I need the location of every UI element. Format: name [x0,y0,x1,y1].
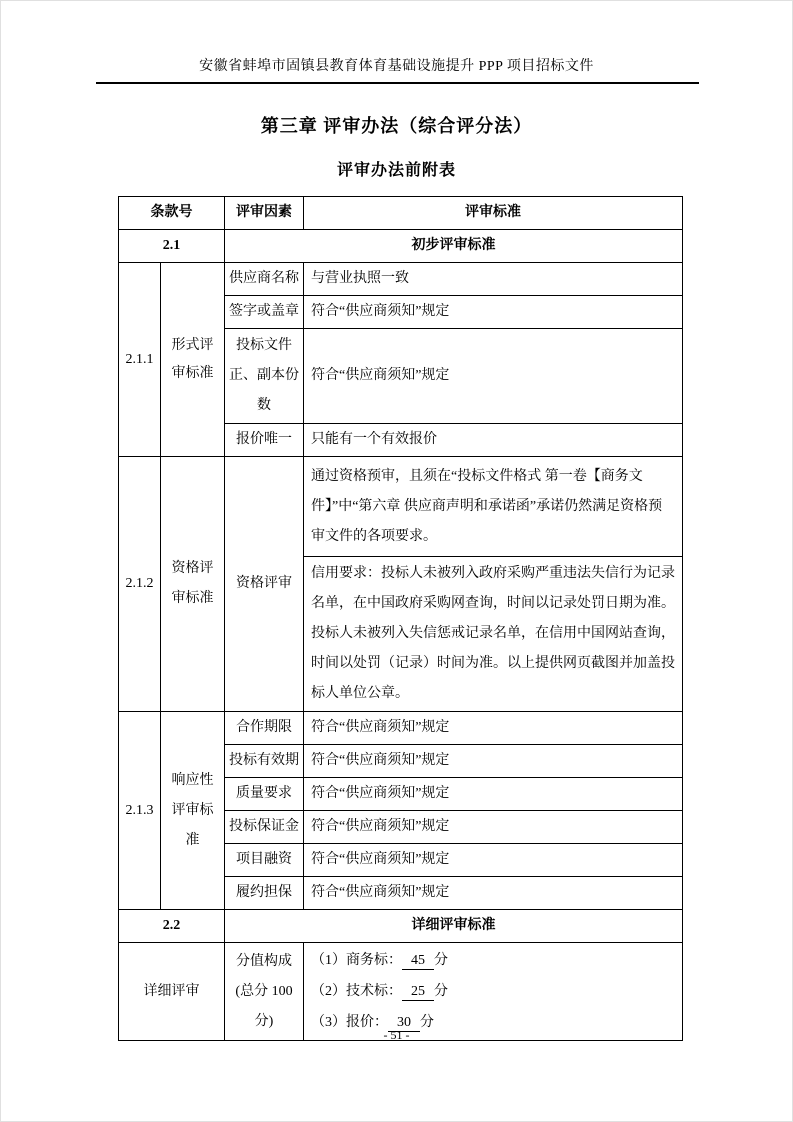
row-detailed-review [119,943,683,1041]
factor-cell: 供应商名称 [225,263,304,296]
standard-cell: 信用要求：投标人未被列入政府采购严重违法失信行为记录名单，在中国政府采购网查询，时间以记录处罚日期为准。投标人未被列入失信惩戒记录名单，在信用中国网站查询，时间以处罚（记录）时间为准。以上提供网页截图并加盖投标人单位公章。 [304,557,683,712]
review-criteria-table [118,196,683,1041]
score-prefix: （3）报价： [311,1015,388,1030]
clause-2-1: 2.1 [119,230,225,263]
factor-cell: 投标文件正、副本份数 [225,329,304,424]
row-2-1-3-cooperation-period [119,712,683,745]
section-2-2-title: 详细评审标准 [225,910,683,943]
row-2-1-1-supplier-name [119,263,683,296]
section-2-1-title: 初步评审标准 [225,230,683,263]
row-2-1-2-prequalification [119,457,683,557]
factor-cell: 项目融资 [225,844,304,877]
standard-cell: 符合“供应商须知”规定 [304,778,683,811]
standard-cell: 符合“供应商须知”规定 [304,745,683,778]
standard-cell: 符合“供应商须知”规定 [304,877,683,910]
factor-cell: 合作期限 [225,712,304,745]
category-2-1-3: 响应性评审标准 [161,712,225,910]
table-header-row [119,197,683,230]
score-suffix: 分 [434,984,448,999]
standard-cell: 符合“供应商须知”规定 [304,811,683,844]
standard-cell: 符合“供应商须知”规定 [304,329,683,424]
clause-2-1-2: 2.1.2 [119,457,161,712]
standard-cell: 通过资格预审，且须在“投标文件格式 第一卷【商务文件】”中“第六章 供应商声明和承诺函”承诺仍然满足资格预审文件的各项要求。 [304,457,683,557]
score-suffix: 分 [434,953,448,968]
standard-cell: 符合“供应商须知”规定 [304,844,683,877]
category-2-1-2: 资格评审标准 [161,457,225,712]
standard-cell: 符合“供应商须知”规定 [304,712,683,745]
factor-score-composition: 分值构成 (总分 100 分) [225,943,304,1041]
section-2-2-row [119,910,683,943]
score-prefix: （2）技术标： [311,984,402,999]
clause-2-2: 2.2 [119,910,225,943]
clause-detailed-review: 详细评审 [119,943,225,1041]
standard-cell: 符合“供应商须知”规定 [304,296,683,329]
category-2-1-1: 形式评审标准 [161,263,225,457]
factor-cell: 质量要求 [225,778,304,811]
score-value: 30 [388,1014,420,1032]
header-factor: 评审因素 [225,197,304,230]
document-header: 安徽省蚌埠市固镇县教育体育基础设施提升 PPP 项目招标文件 [199,59,594,74]
chapter-title: 第三章 评审办法（综合评分法） [260,116,533,136]
page-number: - 51 - [383,1028,410,1042]
header-standard: 评审标准 [304,197,683,230]
factor-cell: 投标有效期 [225,745,304,778]
score-line-business [311,945,676,976]
score-breakdown-cell [304,943,683,1041]
score-line-technical [311,976,676,1007]
clause-2-1-3: 2.1.3 [119,712,161,910]
standard-cell: 只能有一个有效报价 [304,424,683,457]
header-clause: 条款号 [119,197,225,230]
score-prefix: （1）商务标： [311,953,402,968]
standard-cell: 与营业执照一致 [304,263,683,296]
table-subtitle: 评审办法前附表 [336,162,456,179]
score-value: 25 [402,983,434,1001]
factor-cell: 投标保证金 [225,811,304,844]
factor-cell: 资格评审 [225,457,304,712]
score-suffix: 分 [420,1015,434,1030]
factor-cell: 签字或盖章 [225,296,304,329]
score-value: 45 [402,952,434,970]
section-2-1-row [119,230,683,263]
header-divider [96,82,699,84]
clause-2-1-1: 2.1.1 [119,263,161,457]
factor-cell: 报价唯一 [225,424,304,457]
factor-cell: 履约担保 [225,877,304,910]
